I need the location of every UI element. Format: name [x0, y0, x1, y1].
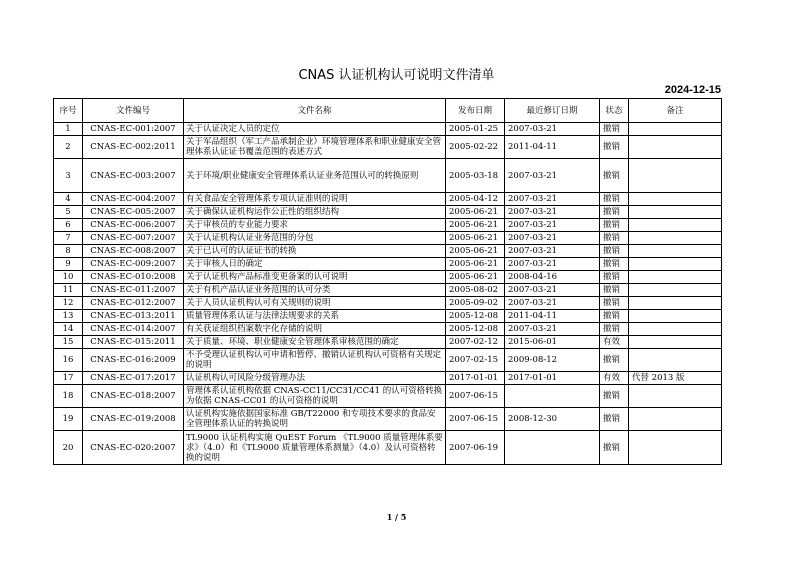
table-row: [54, 349, 722, 372]
row-number: 10: [54, 271, 83, 284]
status-cell: 有效: [600, 372, 629, 385]
publish-date: 2005-12-08: [446, 310, 505, 323]
status-cell: 撤销: [600, 271, 629, 284]
status-cell: 撤销: [600, 349, 629, 372]
table-row: [54, 297, 722, 310]
note-cell: [629, 193, 722, 206]
note-cell: [629, 349, 722, 372]
file-name: 管理体系认证机构依据 CNAS-CC11/CC31/CC41 的认可资格转换为依据 CNAS-CC01 的认可资格的说明: [184, 385, 446, 408]
table-row: [54, 323, 722, 336]
note-cell: [629, 336, 722, 349]
note-cell: [629, 323, 722, 336]
header-no: 序号: [54, 99, 83, 123]
status-cell: 撤销: [600, 297, 629, 310]
publish-date: 2007-02-15: [446, 349, 505, 372]
publish-date: 2005-08-02: [446, 284, 505, 297]
revision-date: 2015-06-01: [505, 336, 600, 349]
status-cell: 撤销: [600, 136, 629, 159]
row-number: 6: [54, 219, 83, 232]
table-row: [54, 219, 722, 232]
file-code: CNAS-EC-005:2007: [83, 206, 184, 219]
publish-date: 2005-02-22: [446, 136, 505, 159]
publish-date: 2005-04-12: [446, 193, 505, 206]
revision-date: 2007-03-21: [505, 193, 600, 206]
status-cell: 有效: [600, 336, 629, 349]
file-name: TL9000 认证机构实施 QuEST Forum 《TL9000 质量管理体系要求》（4.0）和《TL9000 质量管理体系测量》（4.0）及认可资格转换的说明: [184, 431, 446, 465]
row-number: 11: [54, 284, 83, 297]
publish-date: 2017-01-01: [446, 372, 505, 385]
publish-date: 2005-06-21: [446, 271, 505, 284]
revision-date: 2009-08-12: [505, 349, 600, 372]
header-status: 状态: [600, 99, 629, 123]
status-cell: 撤销: [600, 258, 629, 271]
file-code: CNAS-EC-006:2007: [83, 219, 184, 232]
row-number: 8: [54, 245, 83, 258]
file-code: CNAS-EC-011:2007: [83, 284, 184, 297]
status-cell: 撤销: [600, 385, 629, 408]
file-code: CNAS-EC-004:2007: [83, 193, 184, 206]
file-code: CNAS-EC-020:2007: [83, 431, 184, 465]
file-code: CNAS-EC-009:2007: [83, 258, 184, 271]
file-name: 关于环境/职业健康安全管理体系认证业务范围认可的转换原则: [184, 159, 446, 193]
file-code: CNAS-EC-018:2007: [83, 385, 184, 408]
file-name: 认证机构实施依据国家标准 GB/T22000 和专项技术要求的食品安全管理体系认证的转换说明: [184, 408, 446, 431]
note-cell: [629, 310, 722, 323]
header-published: 发布日期: [446, 99, 505, 123]
file-name: 关于军品组织（军工产品承制企业）环境管理体系和职业健康安全管理体系认证证书覆盖范围的表述方式: [184, 136, 446, 159]
revision-date: [505, 385, 600, 408]
publish-date: 2005-03-18: [446, 159, 505, 193]
publish-date: 2007-06-15: [446, 385, 505, 408]
revision-date: 2007-03-21: [505, 258, 600, 271]
file-code: CNAS-EC-003:2007: [83, 159, 184, 193]
file-code: CNAS-EC-001:2007: [83, 123, 184, 136]
file-name: 关于人员认证机构认可有关规则的说明: [184, 297, 446, 310]
file-name: 关于审核人日的确定: [184, 258, 446, 271]
status-cell: 撤销: [600, 284, 629, 297]
document-title: CNAS 认证机构认可说明文件清单: [298, 68, 495, 83]
status-cell: 撤销: [600, 232, 629, 245]
status-cell: 撤销: [600, 206, 629, 219]
status-cell: 撤销: [600, 193, 629, 206]
revision-date: 2011-04-11: [505, 136, 600, 159]
row-number: 18: [54, 385, 83, 408]
status-cell: 撤销: [600, 310, 629, 323]
file-code: CNAS-EC-008:2007: [83, 245, 184, 258]
table-row: [54, 408, 722, 431]
publish-date: 2005-06-21: [446, 245, 505, 258]
row-number: 16: [54, 349, 83, 372]
revision-date: 2007-03-21: [505, 123, 600, 136]
revision-date: 2007-03-21: [505, 232, 600, 245]
revision-date: 2011-04-11: [505, 310, 600, 323]
file-name: 关于认证机构产品标准变更备案的认可说明: [184, 271, 446, 284]
note-cell: [629, 136, 722, 159]
file-code: CNAS-EC-019:2008: [83, 408, 184, 431]
note-cell: [629, 385, 722, 408]
document-date: 2024-12-15: [664, 84, 721, 96]
table-row: [54, 372, 722, 385]
row-number: 2: [54, 136, 83, 159]
note-cell: [629, 206, 722, 219]
row-number: 1: [54, 123, 83, 136]
note-cell: 代替 2013 版: [629, 372, 722, 385]
table-row: [54, 385, 722, 408]
table-row: [54, 271, 722, 284]
table-row: [54, 310, 722, 323]
file-name: 关于质量、环境、职业健康安全管理体系审核范围的确定: [184, 336, 446, 349]
row-number: 20: [54, 431, 83, 465]
revision-date: 2017-01-01: [505, 372, 600, 385]
file-code: CNAS-EC-010:2008: [83, 271, 184, 284]
file-name: 关于认证决定人员的定位: [184, 123, 446, 136]
header-name: 文件名称: [184, 99, 446, 123]
row-number: 9: [54, 258, 83, 271]
file-name: 关于认证机构认证业务范围的分包: [184, 232, 446, 245]
header-code: 文件编号: [83, 99, 184, 123]
table-row: [54, 206, 722, 219]
row-number: 19: [54, 408, 83, 431]
publish-date: 2005-06-21: [446, 258, 505, 271]
row-number: 5: [54, 206, 83, 219]
header-revised: 最近修订日期: [505, 99, 600, 123]
row-number: 12: [54, 297, 83, 310]
note-cell: [629, 431, 722, 465]
row-number: 13: [54, 310, 83, 323]
publish-date: 2005-09-02: [446, 297, 505, 310]
revision-date: 2007-03-21: [505, 323, 600, 336]
page-indicator: 1 / 5: [386, 512, 407, 522]
note-cell: [629, 271, 722, 284]
status-cell: 撤销: [600, 123, 629, 136]
publish-date: 2007-02-12: [446, 336, 505, 349]
file-name: 关于审核员的专业能力要求: [184, 219, 446, 232]
table-row: [54, 336, 722, 349]
row-number: 15: [54, 336, 83, 349]
publish-date: 2005-06-21: [446, 206, 505, 219]
revision-date: 2008-12-30: [505, 408, 600, 431]
file-code: CNAS-EC-016:2009: [83, 349, 184, 372]
revision-date: 2008-04-16: [505, 271, 600, 284]
status-cell: 撤销: [600, 431, 629, 465]
file-name: 有关食品安全管理体系专项认证准则的说明: [184, 193, 446, 206]
table-row: [54, 123, 722, 136]
row-number: 3: [54, 159, 83, 193]
table-row: [54, 232, 722, 245]
row-number: 14: [54, 323, 83, 336]
note-cell: [629, 245, 722, 258]
status-cell: 撤销: [600, 323, 629, 336]
file-name: 认证机构认可风险分级管理办法: [184, 372, 446, 385]
table-row: [54, 245, 722, 258]
file-name: 关于已认可的认证证书的转换: [184, 245, 446, 258]
note-cell: [629, 297, 722, 310]
table-row: [54, 431, 722, 465]
publish-date: 2007-06-15: [446, 408, 505, 431]
table-row: [54, 136, 722, 159]
table-header-row: [54, 99, 722, 123]
revision-date: 2007-03-21: [505, 284, 600, 297]
file-code: CNAS-EC-002:2011: [83, 136, 184, 159]
file-code: CNAS-EC-007:2007: [83, 232, 184, 245]
row-number: 7: [54, 232, 83, 245]
note-cell: [629, 123, 722, 136]
publish-date: 2007-06-19: [446, 431, 505, 465]
row-number: 4: [54, 193, 83, 206]
note-cell: [629, 408, 722, 431]
publish-date: 2005-06-21: [446, 219, 505, 232]
file-name: 不予受理认证机构认可申请和暂停、撤销认证机构认可资格有关规定的说明: [184, 349, 446, 372]
file-name: 关于确保认证机构运作公正性的组织结构: [184, 206, 446, 219]
revision-date: 2007-03-21: [505, 245, 600, 258]
file-name: 关于有机产品认证业务范围的认可分类: [184, 284, 446, 297]
revision-date: 2007-03-21: [505, 219, 600, 232]
file-code: CNAS-EC-017:2017: [83, 372, 184, 385]
note-cell: [629, 232, 722, 245]
publish-date: 2005-12-08: [446, 323, 505, 336]
status-cell: 撤销: [600, 159, 629, 193]
status-cell: 撤销: [600, 219, 629, 232]
table-row: [54, 159, 722, 193]
file-code: CNAS-EC-014:2007: [83, 323, 184, 336]
note-cell: [629, 219, 722, 232]
file-name: 有关获证组织档案数字化存储的说明: [184, 323, 446, 336]
revision-date: 2007-03-21: [505, 159, 600, 193]
note-cell: [629, 159, 722, 193]
publish-date: 2005-06-21: [446, 232, 505, 245]
row-number: 17: [54, 372, 83, 385]
file-code: CNAS-EC-013:2011: [83, 310, 184, 323]
header-note: 备注: [629, 99, 722, 123]
table-row: [54, 258, 722, 271]
status-cell: 撤销: [600, 408, 629, 431]
revision-date: [505, 431, 600, 465]
file-name: 质量管理体系认证与法律法规要求的关系: [184, 310, 446, 323]
revision-date: 2007-03-21: [505, 297, 600, 310]
revision-date: 2007-03-21: [505, 206, 600, 219]
status-cell: 撤销: [600, 245, 629, 258]
publish-date: 2005-01-25: [446, 123, 505, 136]
document-catalog-table: [53, 98, 722, 465]
table-row: [54, 193, 722, 206]
note-cell: [629, 284, 722, 297]
table-row: [54, 284, 722, 297]
file-code: CNAS-EC-012:2007: [83, 297, 184, 310]
file-code: CNAS-EC-015:2011: [83, 336, 184, 349]
note-cell: [629, 258, 722, 271]
